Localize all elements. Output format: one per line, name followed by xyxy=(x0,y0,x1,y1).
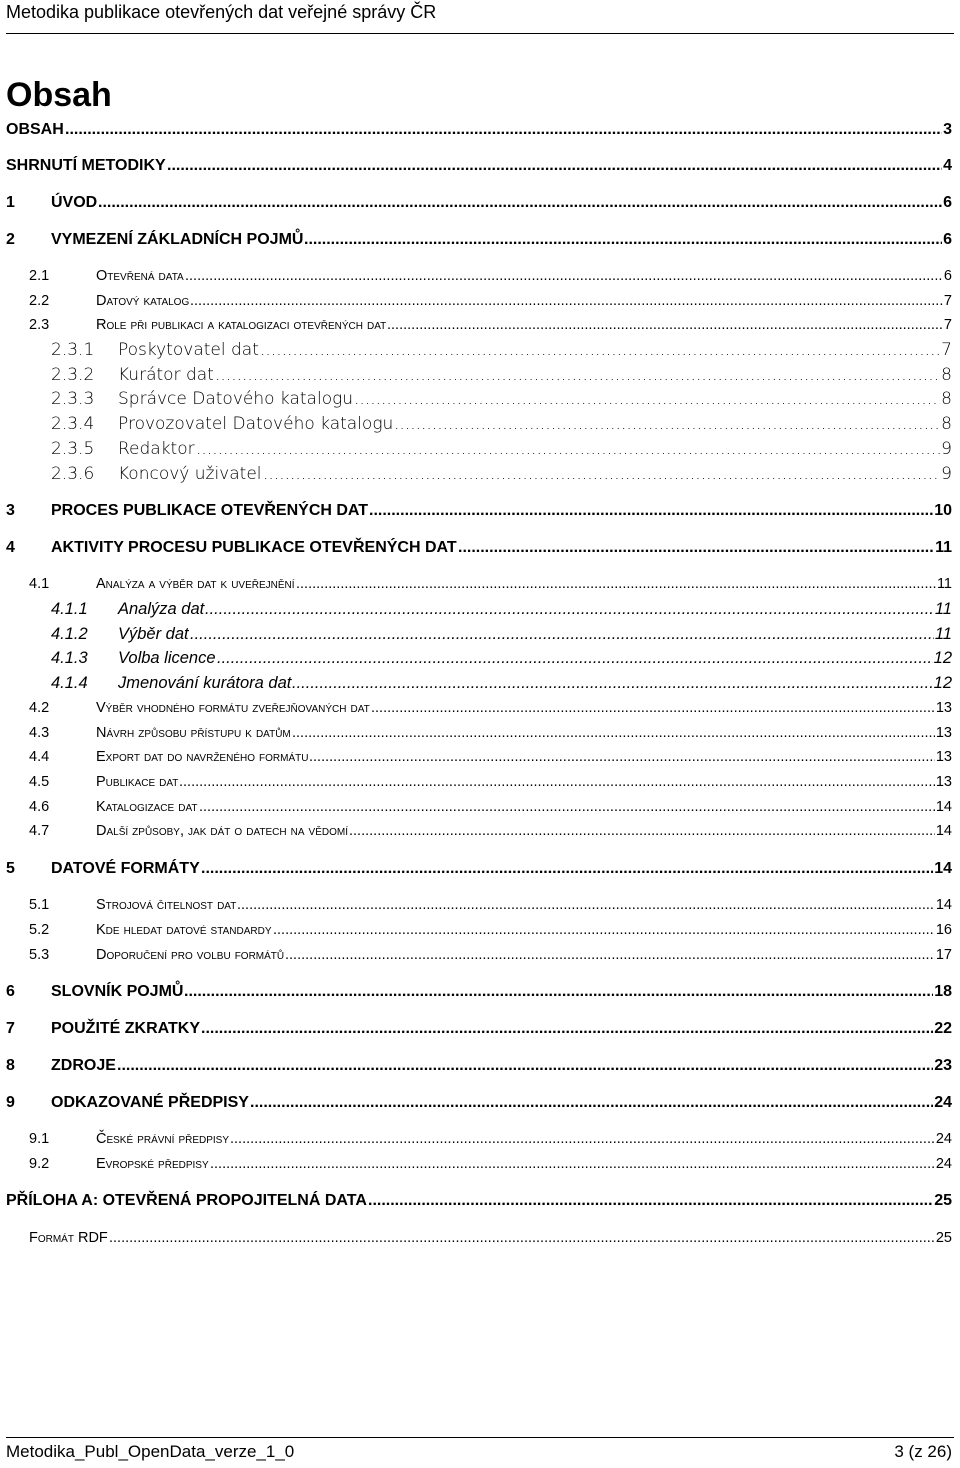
toc-entry-number: 9 xyxy=(6,1094,15,1111)
toc-dot-leader xyxy=(237,894,935,916)
toc-dot-leader xyxy=(215,364,940,386)
toc-entry-page: 7 xyxy=(943,317,952,333)
toc-entry[interactable] xyxy=(0,413,960,435)
toc-entry-number: 8 xyxy=(6,1057,15,1074)
toc-entry[interactable] xyxy=(0,1055,960,1077)
toc-entry-label: Kde hledat datové standardy xyxy=(96,922,272,938)
toc-entry-number: 4.5 xyxy=(29,774,50,790)
toc-entry-label: Výběr vhodného formátu zveřejňovaných dat xyxy=(96,700,370,716)
toc-entry-page: 11 xyxy=(935,539,952,556)
toc-entry[interactable] xyxy=(0,119,960,141)
toc-dot-leader xyxy=(210,1153,935,1175)
toc-entry-page: 14 xyxy=(935,897,952,913)
toc-entry-label: ZDROJE xyxy=(51,1057,116,1074)
toc-entry-label: Formát RDF xyxy=(29,1230,108,1246)
toc-entry[interactable] xyxy=(0,1092,960,1114)
toc-entry[interactable] xyxy=(0,672,960,694)
toc-dot-leader xyxy=(349,820,935,842)
toc-dot-leader xyxy=(167,155,942,177)
toc-entry-label: SHRNUTÍ METODIKY xyxy=(6,157,166,174)
toc-entry-label: OBSAH xyxy=(6,121,64,138)
toc-entry-label: Návrh způsobu přístupu k datům xyxy=(96,725,291,741)
toc-entry[interactable] xyxy=(0,647,960,669)
toc-entry-label: Kurátor dat xyxy=(118,365,214,385)
toc-entry-page: 13 xyxy=(935,749,952,765)
toc-entry-page: 13 xyxy=(935,700,952,716)
toc-entry-number: 2.3.3 xyxy=(51,389,95,409)
footer-divider xyxy=(6,1437,954,1438)
toc-entry-number: 1 xyxy=(6,194,15,211)
toc-entry[interactable] xyxy=(0,1190,960,1212)
toc-entry-number: 5.2 xyxy=(29,922,50,938)
toc-entry[interactable] xyxy=(0,771,960,793)
toc-entry-page: 13 xyxy=(935,774,952,790)
toc-entry-number: 9.1 xyxy=(29,1131,50,1147)
toc-dot-leader xyxy=(387,314,943,336)
toc-dot-leader xyxy=(285,944,935,966)
toc-entry[interactable] xyxy=(0,796,960,818)
toc-entry[interactable] xyxy=(0,1128,960,1150)
toc-entry-number: 7 xyxy=(6,1020,15,1037)
toc-entry-page: 14 xyxy=(934,860,952,877)
toc-dot-leader xyxy=(117,1055,933,1077)
toc-entry-page: 9 xyxy=(941,464,952,484)
toc-entry-page: 7 xyxy=(943,293,952,309)
toc-entry[interactable] xyxy=(0,388,960,410)
toc-entry-page: 11 xyxy=(934,600,952,618)
toc-dot-leader xyxy=(292,722,935,744)
toc-entry-page: 24 xyxy=(935,1131,952,1147)
toc-entry-label: AKTIVITY PROCESU PUBLIKACE OTEVŘENÝCH DAT xyxy=(51,539,457,556)
toc-dot-leader xyxy=(369,500,933,522)
toc-dot-leader xyxy=(368,1190,933,1212)
toc-entry[interactable] xyxy=(0,1227,960,1249)
toc-entry-number: 5.1 xyxy=(29,897,50,913)
toc-entry-number: 5.3 xyxy=(29,947,50,963)
toc-entry-number: 2.1 xyxy=(29,268,50,284)
toc-dot-leader xyxy=(230,1128,935,1150)
toc-entry[interactable] xyxy=(0,722,960,744)
toc-dot-leader xyxy=(199,796,935,818)
toc-entry-label: Další způsoby, jak dát o datech na vědomí xyxy=(96,823,348,839)
toc-entry-number: 2.3.1 xyxy=(51,340,95,360)
toc-entry-page: 11 xyxy=(936,576,952,592)
toc-dot-leader xyxy=(190,290,943,312)
toc-entry-number: 2.3.2 xyxy=(51,365,95,385)
toc-dot-leader xyxy=(309,746,935,768)
toc-entry-page: 24 xyxy=(935,1156,952,1172)
toc-entry-label: Provozovatel Datového katalogu xyxy=(118,414,394,434)
toc-dot-leader xyxy=(196,438,940,460)
toc-entry-page: 25 xyxy=(935,1230,952,1246)
toc-entry-number: 5 xyxy=(6,860,15,877)
toc-entry[interactable] xyxy=(0,573,960,595)
toc-dot-leader xyxy=(260,339,940,361)
toc-entry[interactable] xyxy=(0,537,960,559)
toc-entry-number: 9.2 xyxy=(29,1156,50,1172)
toc-dot-leader xyxy=(371,697,935,719)
toc-entry[interactable] xyxy=(0,155,960,177)
toc-entry-page: 7 xyxy=(941,340,952,360)
toc-entry-page: 3 xyxy=(943,121,952,138)
toc-entry-number: 2.3.6 xyxy=(51,464,95,484)
toc-entry-label: PROCES PUBLIKACE OTEVŘENÝCH DAT xyxy=(51,502,369,519)
toc-entry[interactable] xyxy=(0,944,960,966)
toc-entry-page: 10 xyxy=(934,502,952,519)
toc-entry[interactable] xyxy=(0,858,960,880)
toc-entry-label: VYMEZENÍ ZÁKLADNÍCH POJMŮ xyxy=(51,231,304,248)
toc-entry-label: Jmenování kurátora dat xyxy=(118,674,292,692)
toc-entry-number: 4.3 xyxy=(29,725,50,741)
toc-entry-number: 2.2 xyxy=(29,293,50,309)
toc-entry-label: Analýza a výběr dat k uveřejnění xyxy=(96,576,295,592)
footer-page-number: 3 (z 26) xyxy=(894,1442,952,1461)
toc-entry-number: 4.1.2 xyxy=(51,625,88,643)
toc-entry[interactable] xyxy=(0,746,960,768)
toc-dot-leader xyxy=(354,388,940,410)
toc-entry[interactable] xyxy=(0,894,960,916)
toc-entry[interactable] xyxy=(0,438,960,460)
toc-entry[interactable] xyxy=(0,290,960,312)
toc-entry-label: Správce Datového katalogu xyxy=(118,389,354,409)
toc-entry-label: Evropské předpisy xyxy=(96,1156,209,1172)
toc-entry[interactable] xyxy=(0,314,960,336)
toc-entry-page: 23 xyxy=(934,1057,952,1074)
toc-entry-label: Otevřená data xyxy=(96,268,184,284)
toc-dot-leader xyxy=(217,647,933,669)
toc-entry-page: 8 xyxy=(941,389,952,409)
toc-entry-number: 2.3.5 xyxy=(51,439,95,459)
toc-entry[interactable] xyxy=(0,500,960,522)
toc-entry-label: Publikace dat xyxy=(96,774,179,790)
toc-dot-leader xyxy=(190,623,934,645)
toc-entry-label: Export dat do navrženého formátu xyxy=(96,749,309,765)
toc-dot-leader xyxy=(292,672,933,694)
toc-dot-leader xyxy=(201,1018,933,1040)
toc-entry[interactable] xyxy=(0,265,960,287)
toc-entry-page: 13 xyxy=(935,725,952,741)
toc-entry-number: 4.1.4 xyxy=(51,674,88,692)
toc-entry-number: 4.6 xyxy=(29,799,50,815)
toc-entry-label: Datový katalog xyxy=(96,293,190,309)
toc-entry[interactable] xyxy=(0,623,960,645)
toc-entry[interactable] xyxy=(0,339,960,361)
toc-entry-number: 4.1 xyxy=(29,576,50,592)
toc-entry-number: 2.3 xyxy=(29,317,50,333)
toc-entry-number: 4.1.1 xyxy=(51,600,88,618)
toc-dot-leader xyxy=(296,573,936,595)
toc-entry-page: 22 xyxy=(934,1020,952,1037)
toc-dot-leader xyxy=(65,119,942,141)
toc-entry-page: 14 xyxy=(935,823,952,839)
toc-entry-number: 2.3.4 xyxy=(51,414,95,434)
toc-entry[interactable] xyxy=(0,1153,960,1175)
toc-dot-leader xyxy=(98,192,942,214)
toc-dot-leader xyxy=(458,537,934,559)
toc-entry-page: 6 xyxy=(943,231,952,248)
toc-entry-page: 14 xyxy=(935,799,952,815)
toc-entry-label: Koncový uživatel xyxy=(118,464,262,484)
toc-entry[interactable] xyxy=(0,229,960,251)
toc-entry[interactable] xyxy=(0,981,960,1003)
toc-dot-leader xyxy=(263,463,940,485)
toc-entry-number: 4.1.3 xyxy=(51,649,88,667)
toc-dot-leader xyxy=(394,413,940,435)
toc-entry[interactable] xyxy=(0,364,960,386)
toc-entry-label: Volba licence xyxy=(118,649,216,667)
toc-entry-number: 4.2 xyxy=(29,700,50,716)
toc-entry-page: 18 xyxy=(934,983,952,1000)
toc-dot-leader xyxy=(185,265,943,287)
toc-entry-page: 11 xyxy=(934,625,952,643)
toc-entry-label: Role při publikaci a katalogizaci otevřených dat xyxy=(96,317,387,333)
toc-entry-page: 4 xyxy=(943,157,952,174)
toc-entry-number: 6 xyxy=(6,983,15,1000)
toc-entry-number: 4.7 xyxy=(29,823,50,839)
toc-entry-label: Redaktor xyxy=(118,439,195,459)
toc-entry[interactable] xyxy=(0,1018,960,1040)
toc-dot-leader xyxy=(179,771,935,793)
toc-entry[interactable] xyxy=(0,697,960,719)
toc-dot-leader xyxy=(201,858,933,880)
toc-entry-page: 24 xyxy=(934,1094,952,1111)
toc-entry[interactable] xyxy=(0,192,960,214)
toc-dot-leader xyxy=(205,598,934,620)
toc-entry-number: 4.4 xyxy=(29,749,50,765)
toc-entry[interactable] xyxy=(0,820,960,842)
toc-dot-leader xyxy=(184,981,933,1003)
toc-entry-label: POUŽITÉ ZKRATKY xyxy=(51,1020,201,1037)
toc-entry-label: Doporučení pro volbu formátů xyxy=(96,947,285,963)
toc-entry-label: ÚVOD xyxy=(51,194,98,211)
toc-entry[interactable] xyxy=(0,919,960,941)
toc-entry-number: 3 xyxy=(6,502,15,519)
toc-entry-page: 8 xyxy=(941,414,952,434)
toc-entry-page: 16 xyxy=(935,922,952,938)
toc-entry-page: 12 xyxy=(933,674,952,692)
toc-entry-label: Analýza dat xyxy=(118,600,205,618)
toc-dot-leader xyxy=(109,1227,935,1249)
toc-entry-page: 6 xyxy=(943,194,952,211)
toc-dot-leader xyxy=(273,919,935,941)
toc-entry-label: České právní předpisy xyxy=(96,1131,230,1147)
toc-entry-page: 9 xyxy=(941,439,952,459)
toc-entry-page: 6 xyxy=(943,268,952,284)
toc-entry[interactable] xyxy=(0,598,960,620)
toc-entry-page: 8 xyxy=(941,365,952,385)
toc-entry-page: 17 xyxy=(935,947,952,963)
footer-filename: Metodika_Publ_OpenData_verze_1_0 xyxy=(6,1442,295,1461)
running-header: Metodika publikace otevřených dat veřejné správy ČR xyxy=(6,2,437,22)
toc-entry-page: 12 xyxy=(933,649,952,667)
toc-dot-leader xyxy=(304,229,942,251)
toc-entry-page: 25 xyxy=(934,1192,952,1209)
toc-entry-label: Katalogizace dat xyxy=(96,799,198,815)
toc-entry-label: ODKAZOVANÉ PŘEDPISY xyxy=(51,1094,249,1111)
header-divider xyxy=(6,33,954,34)
toc-entry-label: DATOVÉ FORMÁTY xyxy=(51,860,200,877)
toc-entry-label: Strojová čitelnost dat xyxy=(96,897,237,913)
toc-entry-number: 4 xyxy=(6,539,15,556)
toc-entry-number: 2 xyxy=(6,231,15,248)
toc-entry[interactable] xyxy=(0,463,960,485)
toc-title: Obsah xyxy=(6,76,112,114)
toc-entry-label: PŘÍLOHA A: OTEVŘENÁ PROPOJITELNÁ DATA xyxy=(6,1192,367,1209)
toc-dot-leader xyxy=(250,1092,933,1114)
toc-entry-label: Výběr dat xyxy=(118,625,189,643)
toc-entry-label: Poskytovatel dat xyxy=(118,340,259,360)
toc-entry-label: SLOVNÍK POJMŮ xyxy=(51,983,184,1000)
